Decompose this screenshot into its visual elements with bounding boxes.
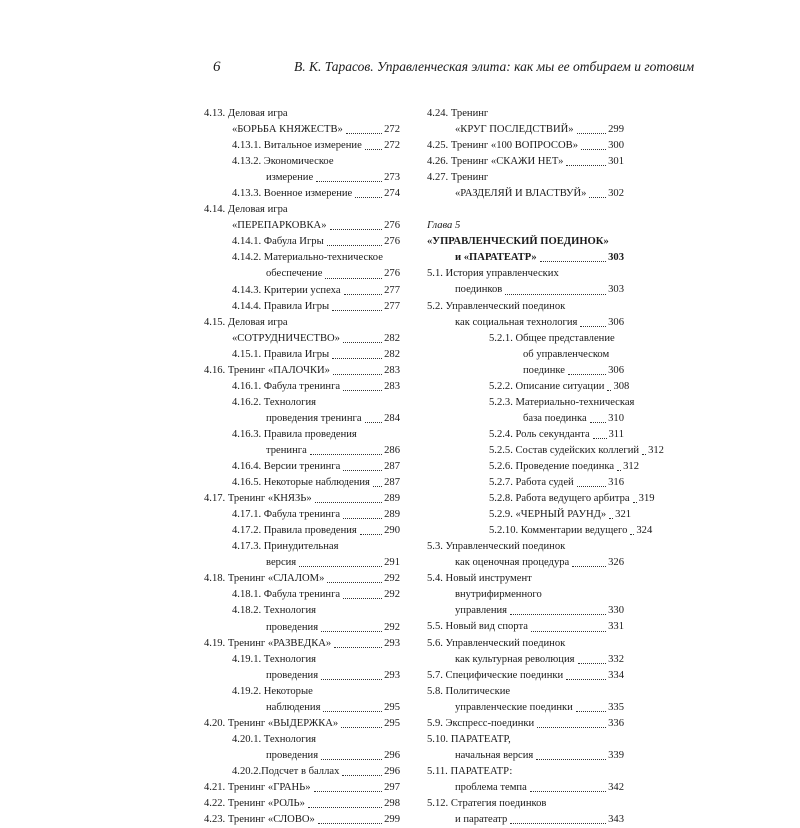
toc-entry[interactable] (204, 138, 400, 154)
toc-entry[interactable] (204, 395, 400, 427)
dot-leader (572, 555, 606, 567)
toc-page-number: 272 (384, 140, 400, 152)
toc-entry[interactable] (204, 427, 400, 459)
toc-entry[interactable] (204, 587, 400, 603)
toc-page-number: 292 (384, 573, 400, 585)
toc-entry-title: 4.15. Деловая игра (204, 316, 288, 328)
toc-page-number: 324 (636, 525, 653, 537)
toc-entry[interactable] (204, 603, 400, 635)
toc-entry[interactable] (427, 154, 624, 170)
toc-entry-title: 4.18.2. Технология (232, 605, 317, 617)
toc-entry-title: 4.21. Тренинг «ГРАНЬ» (204, 781, 311, 793)
toc-page-number: 292 (384, 589, 400, 601)
toc-entry[interactable] (204, 154, 400, 186)
toc-entry-title: 4.19.1. Технология (232, 653, 317, 665)
toc-entry[interactable] (204, 347, 400, 363)
dot-leader (325, 266, 382, 278)
dot-leader (343, 587, 382, 599)
toc-entry[interactable] (204, 459, 400, 475)
dot-leader (308, 796, 382, 808)
toc-entry-title: 4.14.4. Правила Игры (232, 300, 330, 312)
toc-page-number: 301 (608, 156, 624, 168)
dot-leader (332, 299, 382, 311)
toc-entry[interactable] (427, 764, 624, 796)
toc-page-number: 276 (384, 236, 400, 248)
toc-entry-title: 4.15.1. Правила Игры (232, 348, 330, 360)
dot-leader (566, 668, 606, 680)
toc-entry[interactable] (427, 234, 624, 266)
dot-leader (510, 812, 606, 824)
toc-entry-title: проблема темпа (455, 781, 527, 793)
dot-leader (576, 700, 606, 712)
dot-leader (589, 186, 606, 198)
toc-page-number: 274 (384, 188, 400, 200)
toc-entry-title: начальная версия (455, 749, 534, 761)
page-number: 6 (213, 59, 221, 75)
toc-entry-title: 4.27. Тренинг (427, 172, 489, 184)
dot-leader (355, 186, 382, 198)
toc-page-number: 291 (384, 557, 400, 569)
dot-leader (577, 122, 607, 134)
toc-entry[interactable] (204, 732, 400, 764)
toc-page-number: 312 (648, 444, 664, 456)
dot-leader (343, 459, 382, 471)
dot-leader (316, 170, 382, 182)
toc-page-number: 282 (384, 332, 400, 344)
toc-entry[interactable] (204, 250, 400, 282)
toc-entry[interactable] (427, 716, 624, 732)
dot-leader (315, 491, 382, 503)
toc-entry-title: 5.2.8. Работа ведущего арбитра (489, 493, 630, 505)
toc-page-number: 289 (384, 493, 400, 505)
toc-entry-title: база поединка (523, 412, 587, 424)
toc-entry-title: измерение (266, 172, 314, 184)
toc-entry-title: 4.13.3. Военное измерение (232, 188, 353, 200)
toc-entry-title: 4.23. Тренинг «СЛОВО» (204, 814, 315, 826)
toc-entry-title: управления (455, 605, 508, 617)
toc-page-number: 342 (608, 781, 624, 793)
toc-page-number: 282 (384, 348, 400, 360)
toc-entry[interactable] (204, 652, 400, 684)
dot-leader (373, 475, 382, 487)
dot-leader (607, 379, 611, 391)
toc-entry-title: 4.16.5. Некоторые наблюдения (232, 477, 370, 489)
dot-leader (510, 603, 606, 615)
toc-page-number: 311 (608, 428, 624, 440)
toc-entry[interactable] (204, 315, 400, 347)
toc-entry-title: 4.16.1. Фабула тренинга (232, 380, 341, 392)
toc-entry-title: 4.16.2. Технология (232, 396, 317, 408)
toc-left-column (204, 106, 400, 828)
toc-page-number: 316 (608, 477, 624, 489)
toc-entry-title: 4.16. Тренинг «ПАЛОЧКИ» (204, 364, 330, 376)
toc-entry-title: 4.22. Тренинг «РОЛЬ» (204, 798, 305, 810)
toc-entry[interactable] (204, 523, 400, 539)
toc-page-number: 293 (384, 669, 400, 681)
toc-entry-title: 4.24. Тренинг (427, 108, 489, 119)
toc-page-number: 292 (384, 621, 400, 633)
toc-entry-title: 4.17. Тренинг «КНЯЗЬ» (204, 493, 312, 505)
toc-page-number: 330 (608, 605, 624, 617)
toc-entry-title: 4.16.4. Версии тренинга (232, 461, 341, 473)
dot-leader (321, 620, 382, 632)
toc-page-number: 310 (608, 412, 624, 424)
toc-entry[interactable] (427, 443, 664, 459)
toc-entry[interactable] (427, 475, 624, 491)
dot-leader (333, 363, 382, 375)
toc-entry[interactable] (204, 796, 400, 812)
toc-entry-title: наблюдения (266, 701, 321, 713)
toc-page-number: 326 (608, 557, 624, 569)
toc-entry-title: 5.2.10. Комментарии ведущего (489, 525, 628, 537)
toc-entry[interactable] (427, 732, 624, 764)
toc-entry[interactable] (427, 379, 630, 395)
toc-entry-title: 4.13. Деловая игра (204, 108, 288, 119)
toc-page-number: 276 (384, 220, 400, 232)
toc-page-number: 335 (608, 701, 624, 713)
toc-entry-title: 4.14.2. Материально-техническое (232, 252, 383, 264)
dot-leader (566, 154, 606, 166)
dot-leader (590, 411, 606, 423)
toc-entry[interactable] (427, 636, 624, 668)
toc-entry-title: 5.2.7. Работа судей (489, 477, 574, 489)
toc-entry-title: 4.19. Тренинг «РАЗВЕДКА» (204, 637, 332, 649)
toc-entry-title: 4.13.2. Экономическое (232, 156, 334, 168)
dot-leader (537, 716, 606, 728)
dot-leader (343, 379, 382, 391)
toc-page-number: 306 (608, 316, 624, 328)
toc-entry-title: 4.17.1. Фабула тренинга (232, 509, 341, 521)
toc-entry[interactable] (427, 170, 624, 202)
section-gap (427, 202, 624, 218)
toc-page-number: 289 (384, 509, 400, 521)
toc-entry-title: как оценочная процедура (455, 557, 570, 569)
toc-entry[interactable] (427, 523, 653, 539)
toc-entry-title: 4.19.2. Некоторые (232, 685, 313, 697)
toc-right-column (427, 106, 664, 828)
dot-leader (365, 411, 383, 423)
toc-entry[interactable] (204, 636, 400, 652)
toc-entry[interactable] (427, 106, 624, 138)
toc-entry[interactable] (427, 459, 639, 475)
toc-page-number: 312 (623, 460, 639, 472)
toc-entry-title: 4.25. Тренинг «100 ВОПРОСОВ» (427, 140, 578, 152)
dot-leader (580, 315, 606, 327)
dot-leader (318, 812, 382, 824)
toc-entry-title: 4.20.2.Подсчет в баллах (232, 765, 340, 777)
toc-entry-title: 5.10. ПАРАТЕАТР, (427, 733, 511, 745)
toc-entry-title: 5.2.6. Проведение поединка (489, 460, 615, 472)
toc-entry-title: 5.4. Новый инструмент (427, 573, 532, 585)
toc-entry-title: 4.13.1. Витальное измерение (232, 140, 362, 152)
toc-entry-title: как культурная революция (455, 653, 575, 665)
toc-entry[interactable] (427, 395, 635, 427)
toc-page-number: 334 (608, 669, 624, 681)
dot-leader (299, 555, 382, 567)
dot-leader (568, 363, 606, 375)
dot-leader (577, 475, 606, 487)
toc-page-number: 332 (608, 653, 624, 665)
dot-leader (321, 748, 382, 760)
toc-entry[interactable] (204, 379, 400, 395)
toc-page-number: 300 (608, 140, 624, 152)
dot-leader (609, 507, 613, 519)
dot-leader (505, 282, 606, 294)
toc-page-number: 277 (384, 300, 400, 312)
toc-entry-title: «БОРЬБА КНЯЖЕСТВ» (232, 124, 343, 136)
toc-entry[interactable] (204, 299, 400, 315)
toc-entry-title: проведения (266, 669, 319, 681)
toc-entry-title: 4.14.1. Фабула Игры (232, 236, 324, 248)
toc-page-number: 306 (608, 364, 624, 376)
toc-page-number: 296 (384, 749, 400, 761)
toc-entry-title: «ПЕРЕПАРКОВКА» (232, 220, 327, 232)
toc-entry-title: 5.2.9. «ЧЕРНЫЙ РАУНД» (489, 509, 607, 521)
toc-entry-title: «РАЗДЕЛЯЙ И ВЛАСТВУЙ» (455, 188, 587, 200)
dot-leader (341, 716, 382, 728)
toc-page-number: 287 (384, 477, 400, 489)
toc-entry-title: 5.6. Управленческий поединок (427, 637, 566, 649)
toc-page-number: 277 (384, 284, 400, 296)
toc-entry-title: 4.14. Деловая игра (204, 204, 288, 216)
toc-entry[interactable] (204, 764, 400, 780)
toc-entry-title: 5.2.1. Общее представление (489, 332, 615, 344)
toc-entry-title: 4.26. Тренинг «СКАЖИ НЕТ» (427, 156, 564, 168)
toc-entry[interactable] (427, 491, 655, 507)
running-title: В. К. Тарасов. Управленческая элита: как мы ее отбираем и готовим (294, 59, 695, 74)
toc-page-number: 287 (384, 461, 400, 473)
toc-entry[interactable] (427, 796, 624, 828)
toc-entry-title: 5.2.5. Состав судейских коллегий (489, 444, 640, 456)
toc-page-number: 319 (638, 493, 655, 505)
dot-leader (536, 748, 606, 760)
dot-leader (540, 250, 606, 262)
toc-page-number: 308 (613, 380, 630, 392)
toc-entry[interactable] (427, 266, 624, 298)
toc-entry[interactable] (427, 299, 624, 331)
toc-entry[interactable] (427, 331, 624, 379)
toc-page-number: 339 (608, 749, 624, 761)
toc-entry-title: 5.5. Новый вид спорта (427, 621, 528, 633)
toc-page-number: 299 (384, 814, 400, 826)
toc-entry-title: «КРУГ ПОСЛЕДСТВИЙ» (455, 124, 574, 136)
dot-leader (327, 571, 382, 583)
toc-entry-title: 5.7. Специфические поединки (427, 669, 564, 681)
toc-entry[interactable] (427, 138, 624, 154)
dot-leader (633, 491, 637, 503)
toc-entry-title: «УПРАВЛЕНЧЕСКИЙ ПОЕДИНОК» (427, 236, 609, 248)
toc-entry[interactable] (204, 716, 400, 732)
toc-entry-title: 5.9. Экспресс-поединки (427, 717, 535, 729)
dot-leader (530, 780, 606, 792)
toc-page-number: 321 (615, 509, 632, 521)
toc-page-number: 290 (384, 525, 400, 537)
toc-entry[interactable] (427, 427, 624, 443)
toc-entry-title: 4.14.3. Критерии успеха (232, 284, 341, 296)
dot-leader (344, 283, 383, 295)
toc-page-number: 303 (608, 252, 624, 264)
dot-leader (314, 780, 383, 792)
toc-entry-title: 5.12. Стратегия поединков (427, 797, 547, 809)
toc-entry-title: 4.18.1. Фабула тренинга (232, 589, 341, 601)
dot-leader (365, 138, 382, 150)
toc-entry-title: об управленческом (523, 348, 610, 360)
toc-entry-title: 5.2. Управленческий поединок (427, 300, 566, 312)
toc-entry-title: тренинга (266, 444, 307, 456)
toc-page-number: 295 (384, 717, 400, 729)
toc-page-number: 283 (384, 380, 400, 392)
toc-entry-title: 4.20. Тренинг «ВЫДЕРЖКА» (204, 717, 339, 729)
toc-entry[interactable] (204, 571, 400, 587)
toc-entry[interactable] (427, 668, 624, 684)
toc-entry[interactable] (204, 186, 400, 202)
toc-page-number: 276 (384, 268, 400, 280)
toc-entry[interactable] (204, 539, 400, 571)
toc-entry[interactable] (204, 234, 400, 250)
toc-page-number: 295 (384, 701, 400, 713)
toc-entry-title: 5.2.4. Роль секунданта (489, 428, 590, 440)
dot-leader (332, 347, 382, 359)
toc-entry[interactable] (204, 475, 400, 491)
toc-page-number: 331 (608, 621, 624, 633)
dot-leader (581, 138, 606, 150)
toc-entry-title: 5.11. ПАРАТЕАТР: (427, 765, 513, 777)
toc-page-number: 286 (384, 444, 400, 456)
toc-entry[interactable] (427, 507, 632, 523)
toc-entry[interactable] (204, 812, 400, 828)
dot-leader (310, 443, 382, 455)
toc-entry-title: «СОТРУДНИЧЕСТВО» (232, 332, 340, 344)
toc-page-number: 343 (608, 814, 624, 826)
toc-page-number: 298 (384, 798, 400, 810)
toc-entry-title: 5.2.2. Описание ситуации (489, 380, 605, 392)
toc-entry-title: обеспечение (266, 268, 323, 280)
dot-leader (578, 652, 607, 664)
dot-leader (327, 234, 382, 246)
toc-entry-title: 4.17.2. Правила проведения (232, 525, 357, 537)
dot-leader (593, 427, 607, 439)
dot-leader (343, 331, 382, 343)
dot-leader (321, 668, 382, 680)
toc-page-number: 283 (384, 364, 400, 376)
toc-page-number: 284 (384, 412, 400, 424)
toc-entry-title: 5.8. Политические (427, 685, 511, 697)
toc-page-number: 296 (384, 765, 400, 777)
toc-entry[interactable] (427, 619, 624, 635)
toc-entry[interactable] (204, 106, 400, 138)
dot-leader (360, 523, 382, 535)
toc-entry[interactable] (427, 684, 624, 716)
toc-entry-title: проведения тренинга (266, 412, 362, 424)
toc-page-number: 297 (384, 781, 400, 793)
toc-entry-title: поединке (523, 364, 565, 376)
dot-leader (334, 636, 382, 648)
dot-leader (343, 507, 382, 519)
toc-entry[interactable] (427, 571, 624, 619)
dot-leader (346, 122, 382, 134)
toc-entry-title: проведения (266, 749, 319, 761)
toc-page-number: 299 (608, 124, 624, 136)
toc-entry-title: 4.18. Тренинг «СЛАЛОМ» (204, 573, 325, 585)
toc-page-number: 273 (384, 172, 400, 184)
toc-page-number: 303 (608, 284, 624, 296)
toc-entry-title: 5.2.3. Материально-техническая (489, 396, 635, 408)
toc-page-number: 336 (608, 717, 624, 729)
dot-leader (330, 218, 383, 230)
dot-leader (617, 459, 621, 471)
toc-entry-title: как социальная технология (455, 316, 578, 328)
toc-entry-title: управленческие поединки (455, 701, 573, 713)
toc-entry-title: внутрифирменного (455, 589, 542, 601)
toc-entry[interactable] (204, 202, 400, 234)
toc-entry-title: 4.16.3. Правила проведения (232, 428, 357, 440)
toc-entry-title: 4.20.1. Технология (232, 733, 317, 745)
toc-entry-title: и паратеатр (455, 814, 508, 826)
toc-entry[interactable] (204, 507, 400, 523)
toc-page-number: 272 (384, 124, 400, 136)
dot-leader (630, 523, 634, 535)
toc-entry[interactable] (204, 684, 400, 716)
toc-entry-title: 5.1. История управленческих (427, 268, 559, 280)
toc-entry-title: версия (266, 557, 297, 569)
toc-entry-title: 5.3. Управленческий поединок (427, 541, 566, 553)
toc-page-number: 293 (384, 637, 400, 649)
toc-entry-title: 4.17.3. Принудительная (232, 541, 339, 553)
dot-leader (642, 443, 646, 455)
toc-entry-title: проведения (266, 621, 319, 633)
toc-entry[interactable] (204, 491, 400, 507)
toc-entry[interactable] (427, 539, 624, 571)
dot-leader (342, 764, 382, 776)
toc-entry[interactable] (204, 283, 400, 299)
toc-entry-title: и «ПАРАТЕАТР» (455, 252, 537, 264)
chapter-heading: Глава 5 (427, 220, 461, 232)
toc-entry-title: поединков (455, 284, 503, 296)
toc-entry[interactable] (204, 363, 400, 379)
toc-page-number: 302 (608, 188, 624, 200)
dot-leader (531, 619, 606, 631)
dot-leader (323, 700, 382, 712)
toc-entry[interactable] (204, 780, 400, 796)
